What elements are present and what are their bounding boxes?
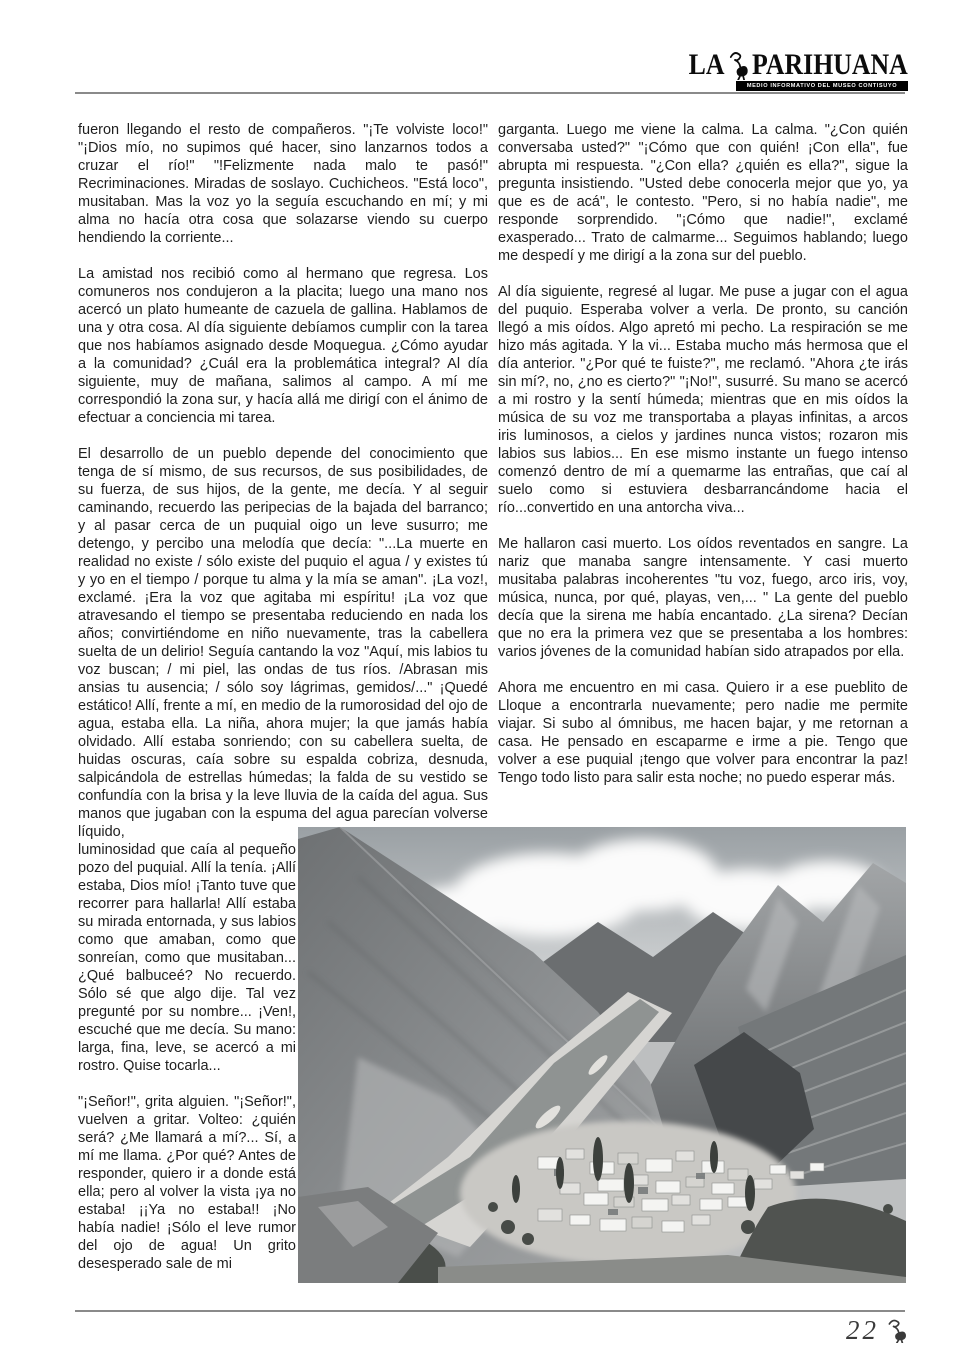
- article-paragraph: Me hallaron casi muerto. Los oídos reventados en sangre. La nariz que manaba sangre intensamente. Y casi muerto musitaba palabras incoherentes "tu voz, fuego, arco iris, voy, música, nunca, por qué, playas, ven,... " La gente del pueblo decía que la sirena me había encantado. ¿La sirena? Decían que no era la primera vez que se presentaba a los hombres: varios jóvenes de la comunidad habían sido atrapados por ella.: [498, 536, 908, 660]
- parihuana-bird-icon: [727, 50, 749, 80]
- article-paragraph: El desarrollo de un pueblo depende del conocimiento que tenga de sí mismo, de sus recursos, de sus posibilidades, de su fuerza, de sus hijos, de la gente, me decía. Y al seguir caminando, recuerdo las peripecias de la bajada del barranco; y al pasar cerca de un puquial oigo un leve susurro; me detengo, y percibo una melodía que decía: "...La muerte en realidad no existe / sólo existe del puquio el agua / y existes tú y yo en el tiempo / porque tu alma y la mía se aman". ¡La voz!, exclamé. ¡Era la voz que agitaba mi espíritu! ¡La voz que atravesando el tiempo se presentaba reduciendo en nada los años; convirtiéndome en niño nuevamente, tras la cabellera suelta de un delirio! Seguía cantando la voz "Aquí, mis labios tu voz buscan; / mi piel, las ondas de tus ríos. /Abrasan mis ansias tu ausencia; / sólo soy lágrimas, gemidos/..." ¡Quedé estático! Allí, frente a mí, en medio de la rumorosidad del ojo de agua, estaba ella. La niña, ahora mujer; la que jamás había olvidado. Allí estaba sonriendo; con su cabellera suelta, de huidas oscuras, caía sobre su espalda cobriza, desnuda, salpicándola de estrellas húmedas; la falda de su vestido se confundía con la brisa y la leve lluvia de la caída del agua. Sus manos que jugaban con la espuma del agua parecían volverse líquido,: [78, 446, 488, 840]
- masthead-title: [689, 50, 908, 80]
- footer-rule: [75, 1310, 905, 1312]
- article-paragraph: Al día siguiente, regresé al lugar. Me puse a jugar con el agua del puquio. Esperaba volver a verla. De pronto, su canción llegó a mis oídos. Algo apretó mi pecho. La respiración se me hizo más agitada. Y la vi... Estaba mucho más hermosa que el día anterior. "¿Por qué te fuiste?", me reclamó. "Ahora ¿te irás sin mí?, no, ¿no es cierto?" "¡No!", susurré. Su mano se acercó a mi rostro y la sentí húmeda; mientras que en mis oídos la música de su voz me transportaba a playas infinitas, a arcos iris luminosos, a cielos y jardines nunca vistos; rozaron mis labios sus labios... En ese mismo instante un fuego intenso comenzó dentro de mí a quemarme las entrañas, que caí al suelo como si estuviera desbarrancándome hacia el río...convertido en una antorcha viva...: [498, 284, 908, 516]
- article-paragraph: fueron llegando el resto de compañeros. "¡Te volviste loco!" "¡Dios mío, no supimos qué hacer, sino lanzarnos todos a cruzar el río!" "!Felizmente nada malo te pasó!" Recriminaciones. Miradas de soslayo. Cuchicheos. "Está loco", musitaban. Mas la voz yo la seguía escuchando en mí; y mi alma no hacía otra cosa que solazarse viendo su cuerpo hendiendo la corriente...: [78, 122, 488, 246]
- logo-text-parihuana: PARIHUANA: [752, 48, 908, 81]
- page-number: 22: [846, 1315, 879, 1345]
- landscape-photo: [298, 827, 906, 1283]
- masthead-subtitle: MEDIO INFORMATIVO DEL MUSEO CONTISUYO: [736, 81, 908, 91]
- article-paragraph: luminosidad que caía al pequeño pozo del puquial. Allí la tenía. ¡Allí estaba, Dios mío! ¡Tanto tuve que recorrer para hallarla! Allí estaba su mirada entornada, y sus labios como que amaban, como que sonreían, como que musitaban... ¿Qué balbuceé? No recuerdo. Sólo sé que algo dije. Tal vez pregunté por su nombre... ¡Ven!, escuché que me decía. Su mano: larga, fina, leve, se acercó a mi rostro. Quise tocarla...: [78, 842, 296, 1074]
- article-paragraph: La amistad nos recibió como al hermano que regresa. Los comuneros nos condujeron a la placita; luego una mano nos acercó un plato humeante de cazuela de gallina. Hablamos de una y otra cosa. Al día siguiente debíamos cumplir con la tarea que nos habíamos asignado desde Moquegua. ¿Cómo ayudar a la comunidad? ¿Cuál era la problemática integral? Al día siguiente, muy de mañana, salimos al campo. A mí me correspondió la zona sur, y hacía allá me dirigí con el ánimo de efectuar a conciencia mi tarea.: [78, 266, 488, 426]
- parihuana-bird-icon: [886, 1318, 908, 1344]
- article-paragraph: garganta. Luego me viene la calma. La calma. "¿Con quién conversaba usted?" "¡Cómo que con quién! ¡Con ella", fue abrupta mi respuesta. "¿Con ella? ¿quién es ella?", sigue la pregunta insistiendo. "Usted debe conocerla mejor que yo, ya que es de acá", le contesto. "Pero, si no había nadie", me responde sorprendido. "¡Cómo que nadie!", exclamé exasperado... Trato de calmarme... Seguimos hablando; luego me despedí y me dirigí a la zona sur del pueblo.: [498, 122, 908, 264]
- page-footer: [846, 1316, 908, 1344]
- article-paragraph: Ahora me encuentro en mi casa. Quiero ir a ese pueblito de Lloque a encontrarla nuevamente; pero nadie me permite viajar. Si subo al ómnibus, me hacen bajar, y me retornan a casa. He pensado en escaparme e irme a pie. Tengo que volver a ese puquial ¡tengo que volver para encontrar la paz! Tengo todo listo para salir esta noche; no puedo esperar más.: [498, 680, 908, 786]
- right-column: [498, 121, 908, 805]
- masthead-logo: [688, 48, 908, 91]
- header-rule: [75, 92, 905, 94]
- article-paragraph: "¡Señor!", grita alguien. "¡Señor!", vuelven a gritar. Volteo: ¿quién será? ¿Me llamará a mí?... Sí, a mí me llama. ¿Por qué? Antes de responder, quiero ir a donde está ella; pero al volver la vista ¡ya no estaba! ¡¡Ya no estaba!! ¡No había nadie! ¡Sólo el leve rumor del ojo de agua! Un grito desesperado sale de mi: [78, 1094, 296, 1272]
- valley-photo-illustration: [298, 827, 906, 1283]
- text-wrap-beside-photo: [78, 841, 296, 1273]
- logo-text-la: LA: [688, 48, 725, 81]
